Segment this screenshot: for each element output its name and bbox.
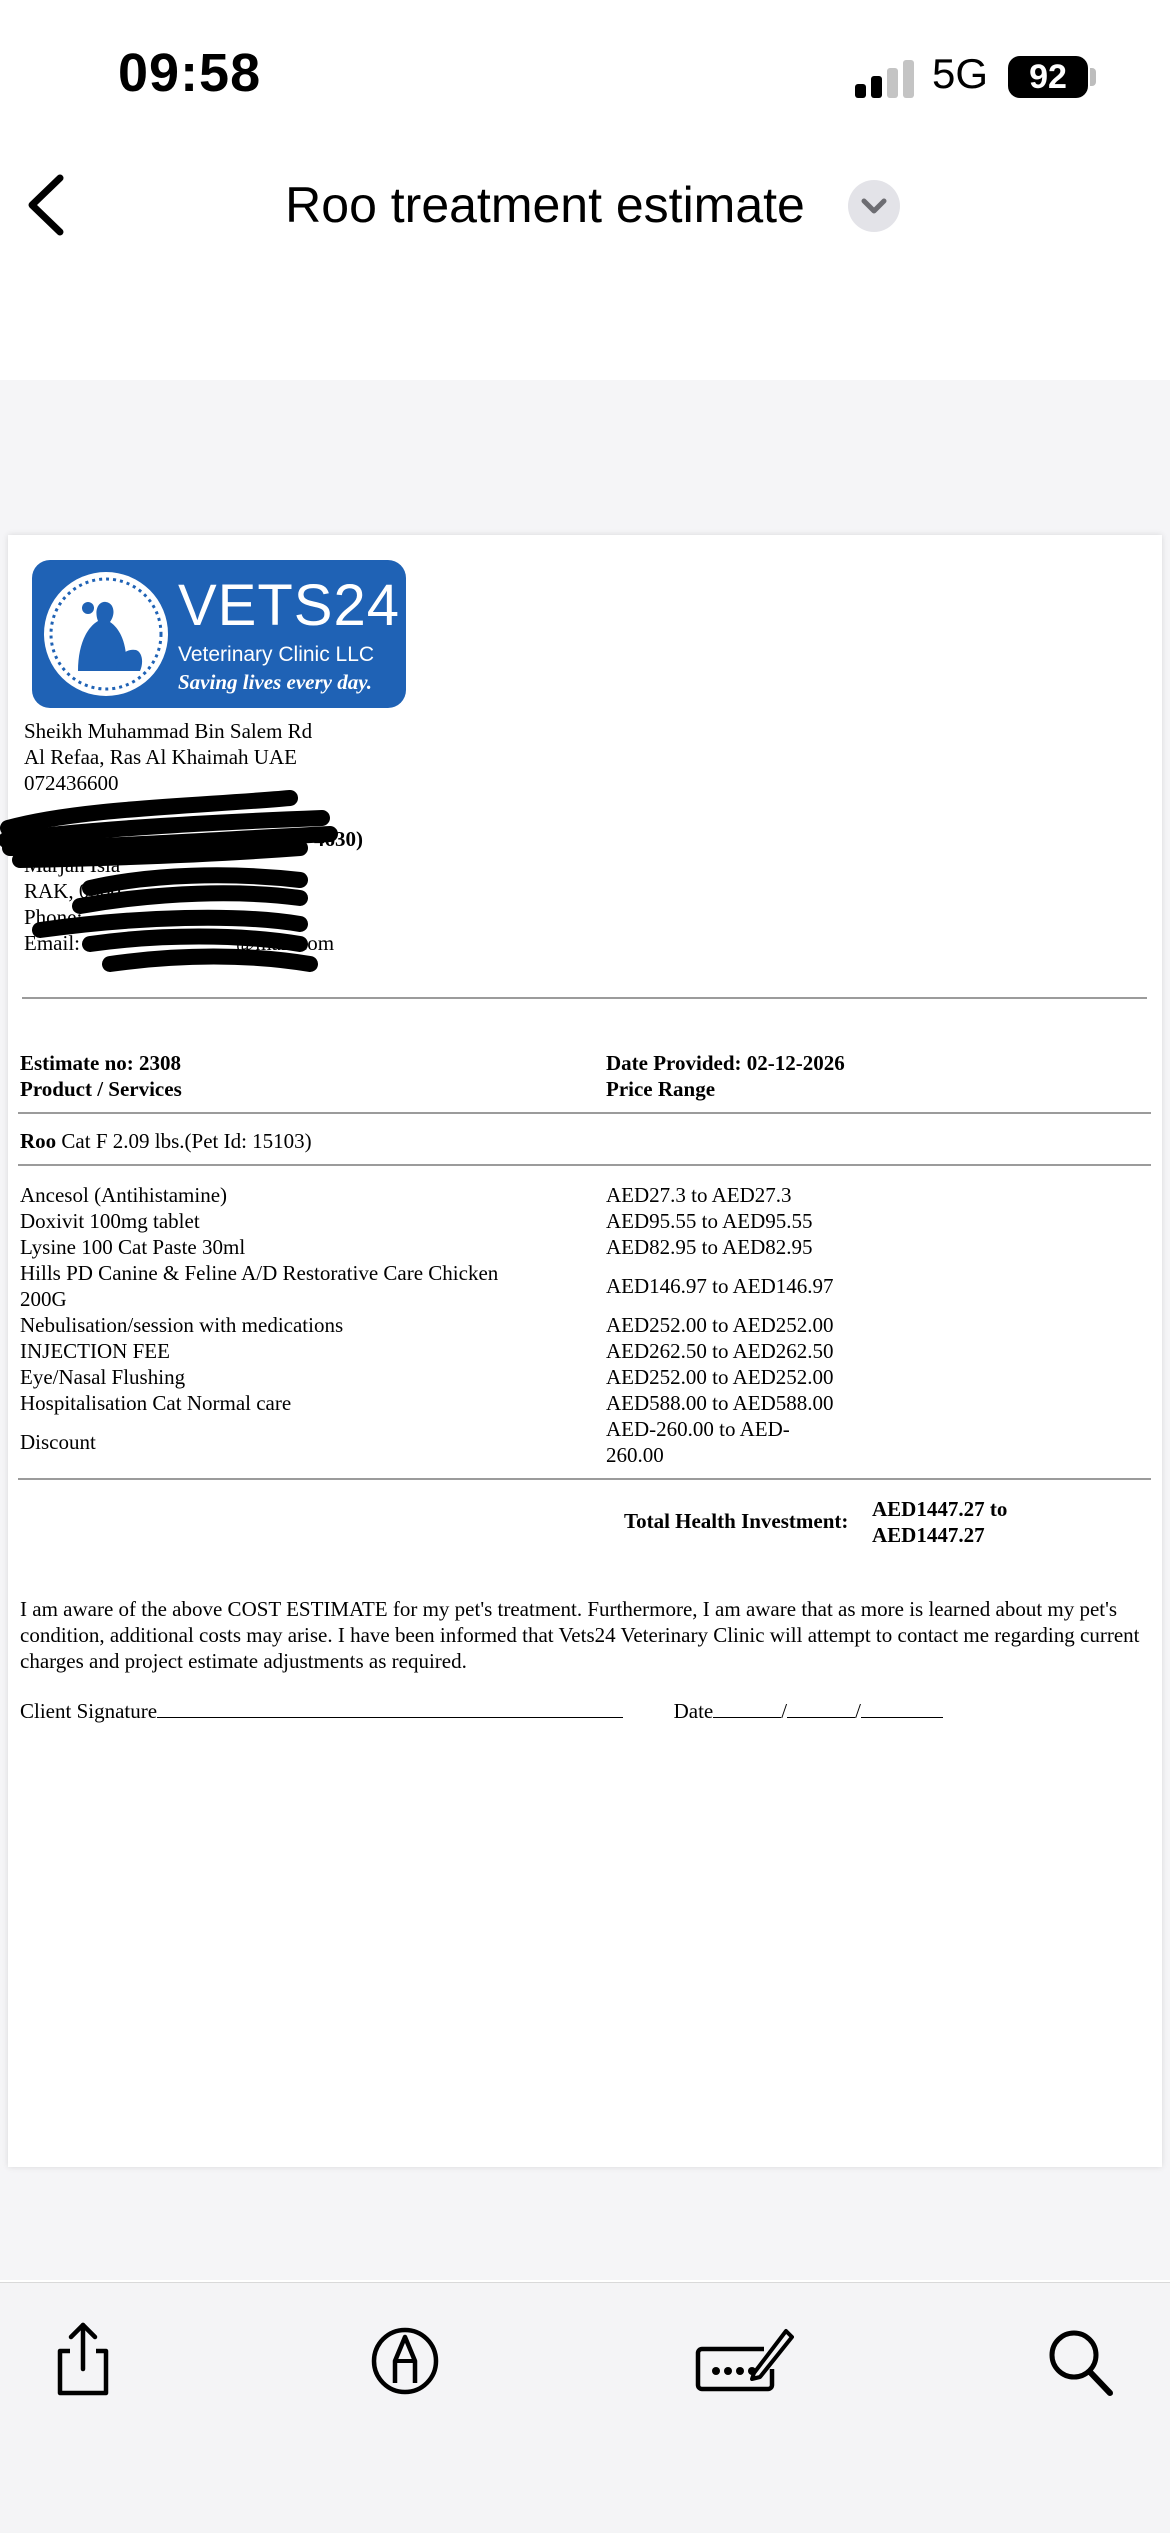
price-value: AED262.50 to AED262.50 bbox=[606, 1339, 834, 1363]
logo-brand: VETS24 bbox=[178, 573, 400, 638]
date-blank-year bbox=[861, 1717, 943, 1718]
status-time: 09:58 bbox=[118, 43, 262, 103]
search-button[interactable] bbox=[1046, 2325, 1116, 2405]
title-menu-button[interactable] bbox=[848, 180, 900, 232]
markup-button[interactable] bbox=[370, 2323, 440, 2403]
client-id: 4630) bbox=[314, 827, 363, 851]
divider bbox=[18, 1478, 1151, 1480]
list-item: Eye/Nasal Flushing bbox=[20, 1365, 186, 1389]
client-email-label: Email: bbox=[24, 931, 80, 955]
chevron-down-icon bbox=[848, 180, 900, 232]
date-separator: / bbox=[781, 1699, 788, 1723]
redaction-scribble bbox=[0, 788, 340, 988]
divider bbox=[18, 1164, 1151, 1166]
price-value: AED588.00 to AED588.00 bbox=[606, 1391, 834, 1415]
pet-silhouette-icon bbox=[38, 566, 174, 702]
price-value: AED27.3 to AED27.3 bbox=[606, 1183, 792, 1207]
logo-tagline: Saving lives every day. bbox=[178, 670, 372, 694]
list-item: Doxivit 100mg tablet bbox=[20, 1209, 200, 1233]
date-provided: Date Provided: 02-12-2026 bbox=[606, 1051, 845, 1075]
divider bbox=[18, 1112, 1151, 1114]
bottom-toolbar bbox=[0, 2282, 1170, 2533]
price-value: AED252.00 to AED252.00 bbox=[606, 1365, 834, 1389]
address-line-2: Al Refaa, Ras Al Khaimah UAE bbox=[24, 745, 297, 769]
signature-line bbox=[20, 1698, 943, 1724]
list-item: Hospitalisation Cat Normal care bbox=[20, 1391, 292, 1415]
client-name: J bbox=[24, 827, 35, 851]
clinic-phone: 072436600 bbox=[24, 771, 119, 795]
price-value: AED146.97 to AED146.97 bbox=[606, 1274, 834, 1298]
list-item: Nebulisation/session with medications bbox=[20, 1313, 344, 1337]
column-header-price: Price Range bbox=[606, 1077, 716, 1101]
price-value: AED82.95 to AED82.95 bbox=[606, 1235, 813, 1259]
pet-name: Roo bbox=[20, 1129, 57, 1153]
client-city: RAK, 0000 bbox=[24, 879, 121, 903]
services-column bbox=[20, 1182, 498, 1468]
date-label: Date bbox=[673, 1699, 714, 1723]
list-item-discount: Discount bbox=[20, 1430, 96, 1454]
total-value-line2: AED1447.27 bbox=[872, 1523, 985, 1547]
divider bbox=[22, 997, 1147, 999]
price-value: AED252.00 to AED252.00 bbox=[606, 1313, 834, 1337]
column-header-services: Product / Services bbox=[20, 1077, 182, 1101]
clinic-address bbox=[24, 718, 312, 796]
price-column bbox=[606, 1182, 834, 1468]
list-item: INJECTION FEE bbox=[20, 1339, 170, 1363]
estimate-number: Estimate no: 2308 bbox=[20, 1051, 181, 1075]
address-line-1: Sheikh Muhammad Bin Salem Rd bbox=[24, 719, 313, 743]
signature-button[interactable] bbox=[694, 2323, 794, 2403]
pet-info bbox=[20, 1128, 312, 1154]
price-value: AED95.55 to AED95.55 bbox=[606, 1209, 813, 1233]
client-phone: Phone: bbox=[24, 905, 83, 929]
markup-icon bbox=[370, 2323, 440, 2399]
price-value: AED-260.00 to AED- bbox=[606, 1417, 790, 1441]
signature-blank bbox=[157, 1717, 623, 1718]
list-item: Ancesol (Antihistamine) bbox=[20, 1183, 228, 1207]
client-signature-label: Client Signature bbox=[20, 1699, 158, 1723]
total-value-line1: AED1447.27 to bbox=[872, 1497, 1008, 1521]
document-title: Roo treatment estimate bbox=[285, 177, 805, 233]
total-value bbox=[872, 1496, 1007, 1548]
total-label: Total Health Investment: bbox=[624, 1509, 849, 1533]
search-icon bbox=[1046, 2325, 1116, 2401]
pet-details: Cat F 2.09 lbs.(Pet Id: 15103) bbox=[56, 1129, 312, 1153]
signature-icon bbox=[694, 2323, 794, 2399]
list-item: Lysine 100 Cat Paste 30ml bbox=[20, 1235, 246, 1259]
network-type: 5G bbox=[932, 50, 989, 97]
cellular-signal-icon bbox=[855, 58, 915, 98]
date-blank-day bbox=[713, 1717, 781, 1718]
list-item: Hills PD Canine & Feline A/D Restorative Care Chicken bbox=[20, 1261, 499, 1285]
date-blank-month bbox=[787, 1717, 855, 1718]
share-icon bbox=[48, 2319, 118, 2399]
client-email: @mail.com bbox=[236, 931, 335, 955]
price-value-continued: 260.00 bbox=[606, 1443, 664, 1467]
share-button[interactable] bbox=[48, 2319, 118, 2399]
battery-indicator: 92 bbox=[1008, 56, 1088, 98]
list-item-continued: 200G bbox=[20, 1287, 67, 1311]
battery-cap-icon bbox=[1090, 68, 1096, 86]
date-separator: / bbox=[855, 1699, 861, 1723]
disclaimer-text: I am aware of the above COST ESTIMATE for my pet's treatment. Furthermore, I am aware that as more is learned about my pet's condition, additional costs may arise. I have been informed that Vets24 Veterinary Clinic will attempt to contact me regarding current charges and project estimate adjustments as required. bbox=[20, 1597, 1140, 1673]
logo-subtitle: Veterinary Clinic LLC bbox=[178, 643, 375, 666]
client-address-line: Marjan Isla bbox=[24, 853, 121, 877]
